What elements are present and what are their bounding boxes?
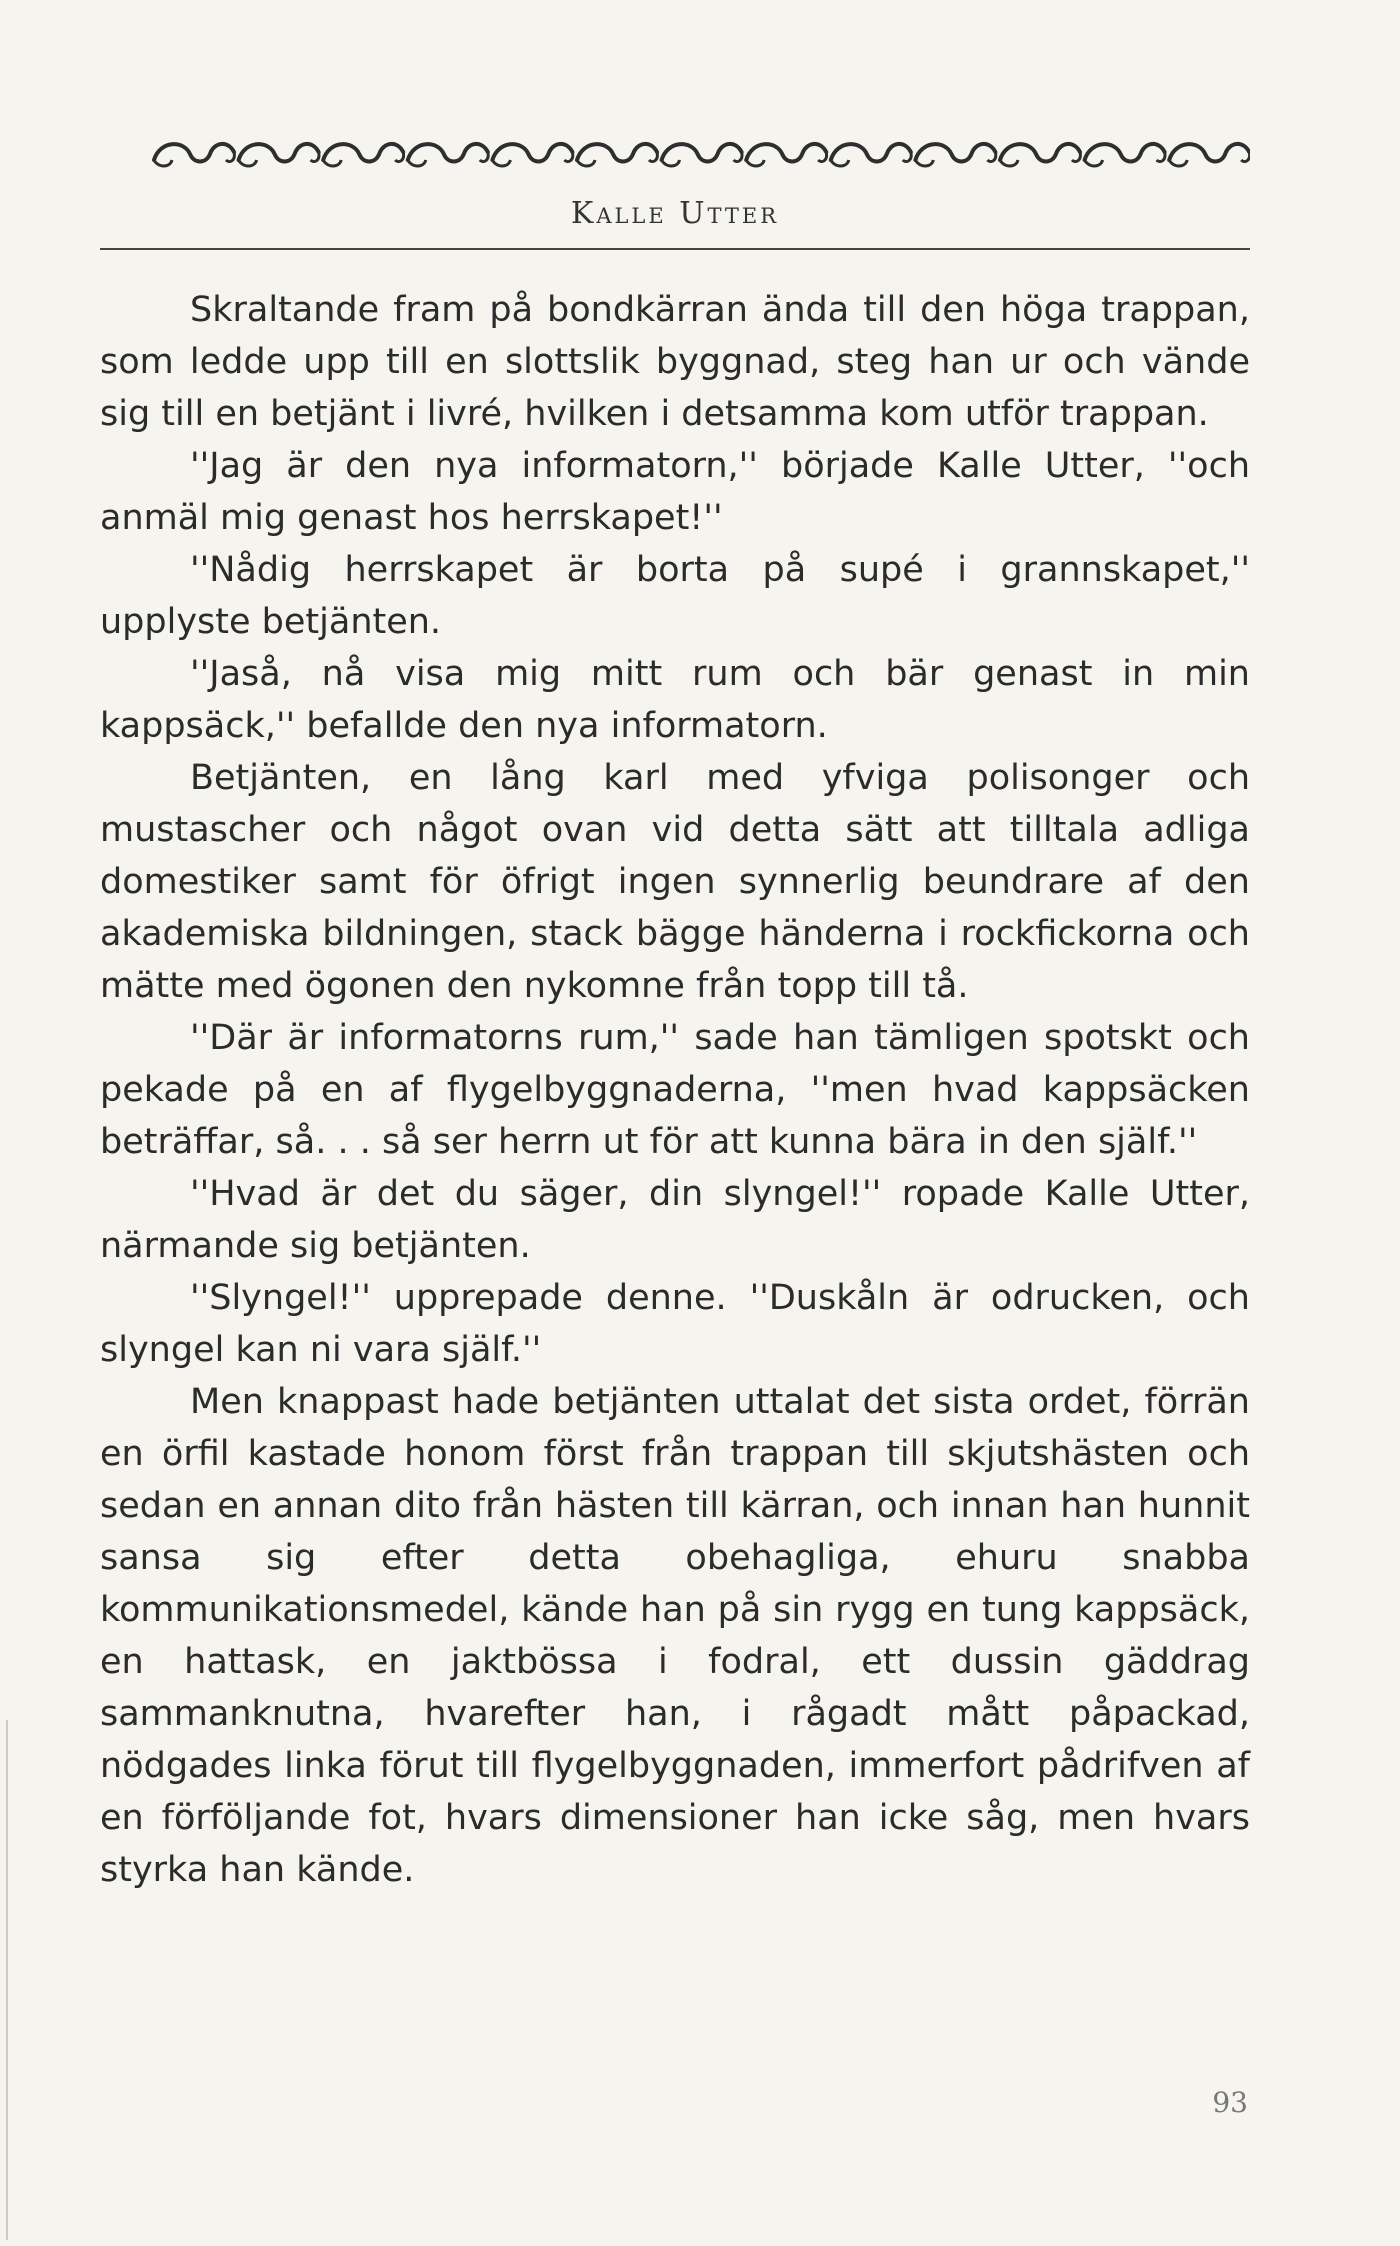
paragraph: ''Hvad är det du säger, din slyngel!'' ropade Kalle Utter, närmande sig betjänten. xyxy=(100,1174,1250,1266)
scroll-ornament-icon xyxy=(150,128,1250,174)
paragraph: ''Slyngel!'' upprepade denne. ''Duskåln är odrucken, och slyngel kan ni vara själf.'' xyxy=(100,1278,1250,1370)
paragraph: ''Nådig herrskapet är borta på supé i grannskapet,'' upplyste betjänten. xyxy=(100,550,1250,642)
paragraph: ''Jag är den nya informatorn,'' började Kalle Utter, ''och anmäl mig genast hos herrskapet!'' xyxy=(100,446,1250,538)
paragraph: ''Jaså, nå visa mig mitt rum och bär genast in min kappsäck,'' befallde den nya informatorn. xyxy=(100,654,1250,746)
scan-edge xyxy=(6,1720,8,2240)
page-number: 93 xyxy=(1212,2086,1248,2119)
paragraph: Men knappast hade betjänten uttalat det sista ordet, förrän en örfil kastade honom först från trappan till skjutshästen och sedan en annan dito från hästen till kärran, och innan han hunnit sansa sig efter detta obehagliga, ehuru snabba kommunikationsmedel, kände han på sin rygg en tung kappsäck, en hattask, en jaktbössa i fodral, ett dussin gäddrag sammanknutna, hvarefter han, i rågadt mått påpackad, nödgades linka förut till flygelbyggnaden, immerfort pådrifven af en förföljande fot, hvars dimensioner han icke såg, men hvars styrka han kände. xyxy=(100,1382,1250,1890)
body-text xyxy=(100,284,1250,1896)
paragraph: Skraltande fram på bondkärran ända till den höga trappan, som ledde upp till en slottslik byggnad, steg han ur och vände sig till en betjänt i livré, hvilken i detsamma kom utför trappan. xyxy=(100,290,1250,434)
header-rule xyxy=(100,248,1250,250)
running-title: Kalle Utter xyxy=(570,196,780,231)
paragraph: Betjänten, en lång karl med yfviga polisonger och mustascher och något ovan vid detta sätt att tilltala adliga domestiker samt för öfrigt ingen synnerlig beundrare af den akademiska bildningen, stack bägge händerna i rockfickorna och mätte med ögonen den nykomne från topp till tå. xyxy=(100,758,1250,1006)
paragraph: ''Där är informatorns rum,'' sade han tämligen spotskt och pekade på en af flygelbyggnaderna, ''men hvad kappsäcken beträffar, så. . . så ser herrn ut för att kunna bära in den själf.'' xyxy=(100,1018,1250,1162)
